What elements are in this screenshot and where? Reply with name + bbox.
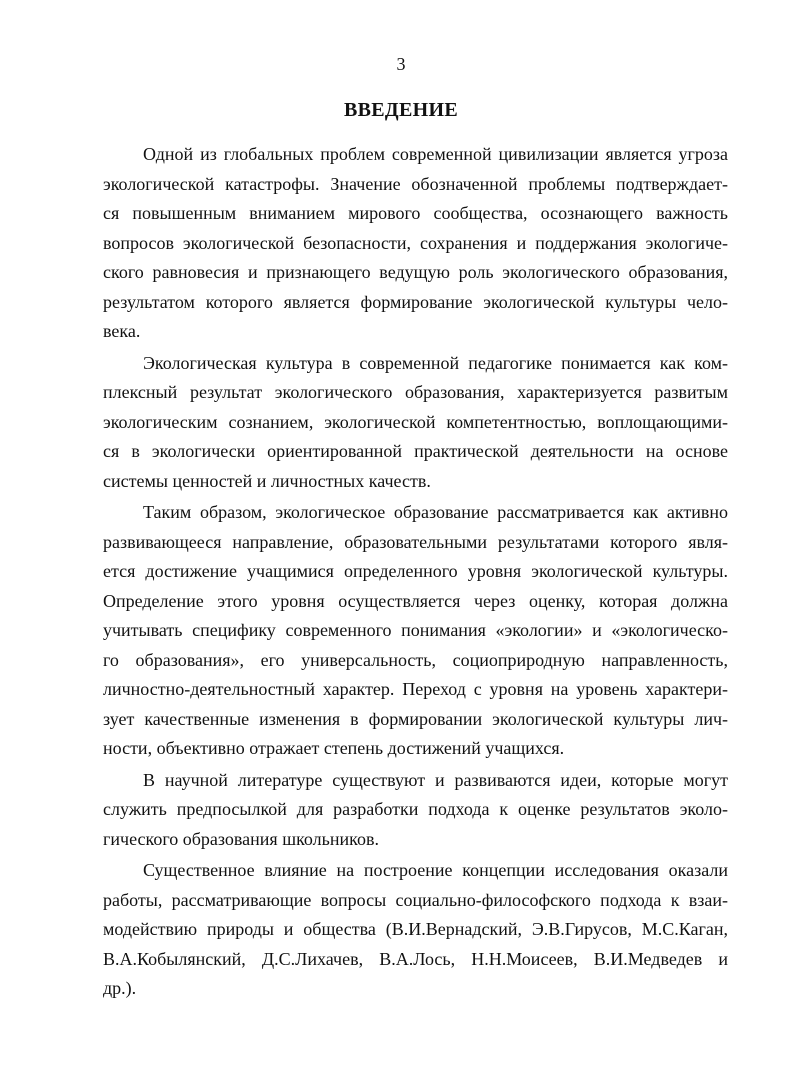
text-line: результатом которого является формирование экологической культуры чело- <box>103 291 728 312</box>
text-line: вопросов экологической безопасности, сохранения и поддержания экологиче- <box>103 232 728 253</box>
text-line: Определение этого уровня осуществляется через оценку, которая должна <box>103 590 728 611</box>
paragraph <box>103 349 728 497</box>
text-line: работы, рассматривающие вопросы социально-философского подхода к взаи- <box>103 889 728 910</box>
text-line: ности, объективно отражает степень достижений учащихся. <box>103 738 565 758</box>
text-line: века. <box>103 321 141 341</box>
text-line: системы ценностей и личностных качеств. <box>103 470 431 491</box>
text-line: экологическим сознанием, экологической компетентностью, воплощающими- <box>103 411 728 432</box>
text-line: плексный результат экологического образования, характеризуется развитым <box>103 382 728 402</box>
paragraph <box>103 498 728 764</box>
text-line: го образования», его универсальность, социоприродную направленность, <box>103 649 728 670</box>
text-line: зует качественные изменения в формировании экологической культуры лич- <box>103 708 728 729</box>
text-line: развивающееся направление, образовательными результатами которого явля- <box>103 531 728 552</box>
paragraph <box>103 856 728 1004</box>
text-line: личностно-деятельностный характер. Переход с уровня на уровень характери- <box>103 679 728 699</box>
text-line: служить предпосылкой для разработки подхода к оценке результатов эколо- <box>103 799 728 819</box>
paragraph <box>103 766 728 855</box>
document-body <box>103 140 728 1006</box>
paragraph <box>103 140 728 347</box>
text-line: В научной литературе существуют и развиваются идеи, которые могут <box>143 769 728 790</box>
text-line: гического образования школьников. <box>103 828 379 849</box>
text-line: учитывать специфику современного понимания «экологии» и «экологическо- <box>103 620 728 640</box>
text-line: ся в экологически ориентированной практической деятельности на основе <box>103 441 728 461</box>
text-line: ся повышенным вниманием мирового сообщества, осознающего важность <box>103 203 728 223</box>
text-line: модействию природы и общества (В.И.Вернадский, Э.В.Гирусов, М.С.Каган, <box>103 919 728 939</box>
text-line: экологической катастрофы. Значение обозначенной проблемы подтверждает- <box>103 173 728 194</box>
page-number: 3 <box>396 54 406 74</box>
text-line: Таким образом, экологическое образование рассматривается как активно <box>143 502 728 522</box>
page-title: ВВЕДЕНИЕ <box>344 99 458 121</box>
text-line: ется достижение учащимися определенного уровня экологической культуры. <box>103 561 728 581</box>
text-line: др.). <box>103 978 137 998</box>
text-line: Существенное влияние на построение концепции исследования оказали <box>143 860 728 880</box>
text-line: Экологическая культура в современной педагогике понимается как ком- <box>143 352 728 373</box>
text-line: Одной из глобальных проблем современной цивилизации является угроза <box>143 144 728 164</box>
text-line: В.А.Кобылянский, Д.С.Лихачев, В.А.Лось, Н.Н.Моисеев, В.И.Медведев и <box>103 948 728 969</box>
text-line: ского равновесия и признающего ведущую роль экологического образования, <box>103 262 728 282</box>
